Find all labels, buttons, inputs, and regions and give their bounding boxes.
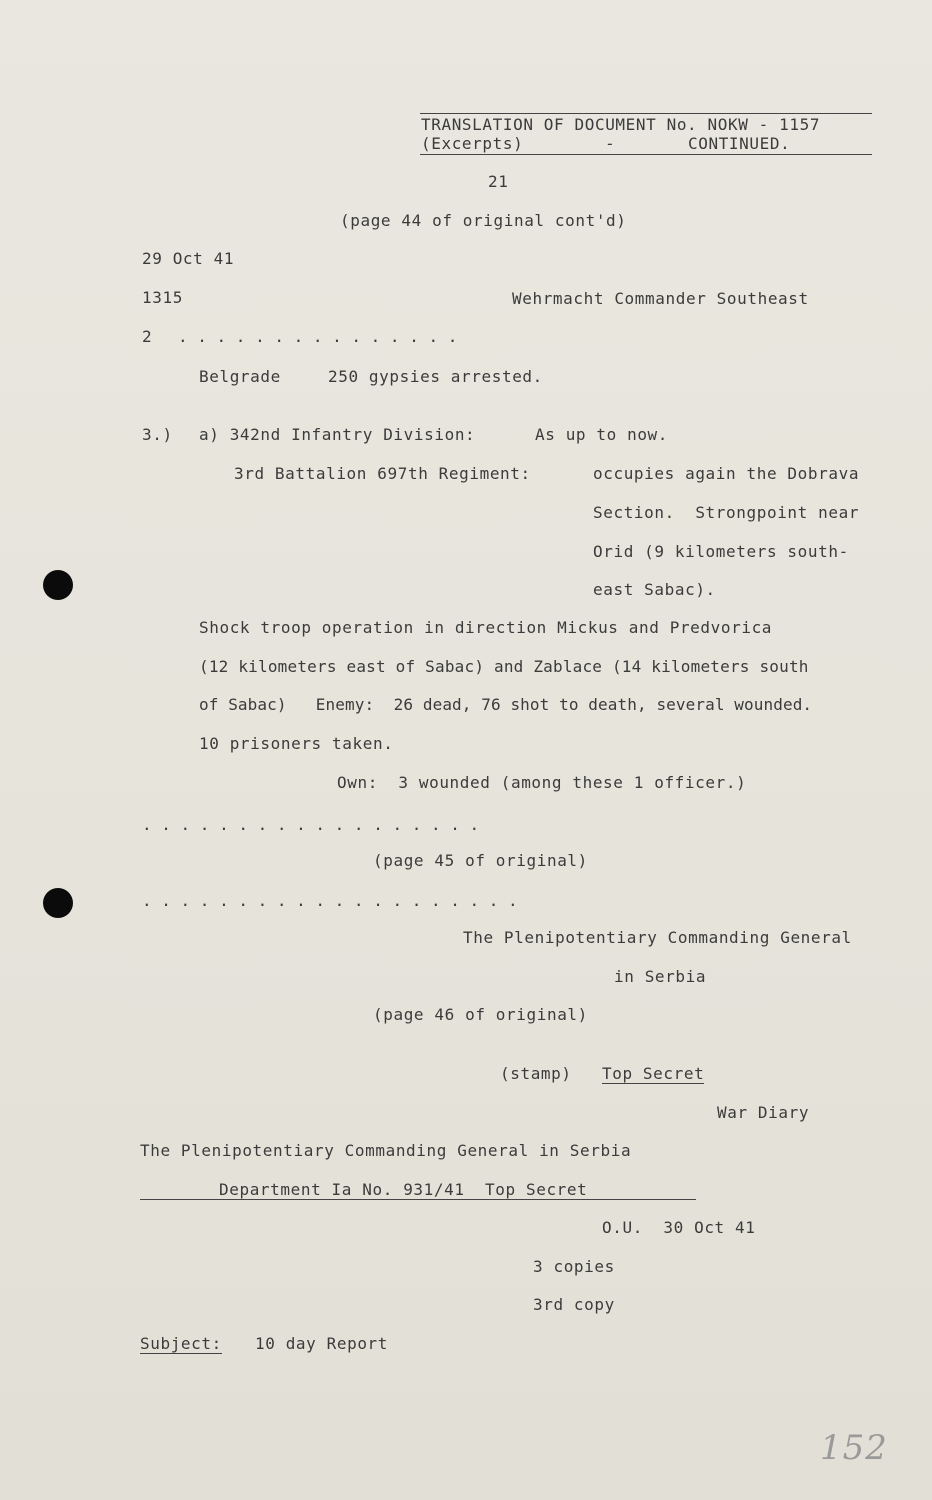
- department-line: Department Ia No. 931/41 Top Secret: [219, 1180, 588, 1199]
- department-underline: [140, 1199, 696, 1200]
- stamp-top-secret: Top Secret: [602, 1064, 705, 1083]
- header-excerpts: (Excerpts): [421, 134, 524, 153]
- own-casualties: Own: 3 wounded (among these 1 officer.): [337, 773, 747, 792]
- battalion-line-3: Orid (9 kilometers south-: [593, 542, 849, 561]
- plenipotentiary-line-1: The Plenipotentiary Commanding General: [463, 928, 852, 947]
- item2-number: 2: [142, 327, 153, 346]
- battalion-line-1: occupies again the Dobrava: [593, 464, 860, 483]
- punch-hole-bottom: [43, 888, 73, 918]
- battalion-line-4: east Sabac).: [593, 580, 716, 599]
- plenipotentiary-line-2: in Serbia: [614, 967, 707, 986]
- subject-text: 10 day Report: [255, 1334, 389, 1353]
- dots-row-2: . . . . . . . . . . . . . . . . . . . .: [142, 891, 518, 910]
- war-diary: War Diary: [717, 1103, 810, 1122]
- page44-note: (page 44 of original cont'd): [340, 211, 627, 230]
- punch-hole-top: [43, 570, 73, 600]
- header-dash: -: [605, 134, 616, 153]
- org-line: The Plenipotentiary Commanding General in Serbia: [140, 1141, 632, 1160]
- header-top-rule: [420, 113, 872, 114]
- page45-note: (page 45 of original): [373, 851, 588, 870]
- page-number: 21: [488, 172, 509, 191]
- item3-division: a) 342nd Infantry Division:: [199, 425, 476, 444]
- header-bottom-rule: [420, 154, 872, 155]
- handwritten-page-number: 152: [820, 1428, 888, 1468]
- battalion-label: 3rd Battalion 697th Regiment:: [234, 464, 531, 483]
- page46-note: (page 46 of original): [373, 1005, 588, 1024]
- belgrade-label: Belgrade: [199, 367, 281, 386]
- entry-date: 29 Oct 41: [142, 249, 235, 268]
- entry-time: 1315: [142, 288, 183, 307]
- entry-from: Wehrmacht Commander Southeast: [512, 289, 809, 308]
- shock-line-3: of Sabac) Enemy: 26 dead, 76 shot to death, several wounded.: [199, 695, 813, 714]
- shock-line-2: (12 kilometers east of Sabac) and Zablace (14 kilometers south: [199, 657, 809, 676]
- battalion-line-2: Section. Strongpoint near: [593, 503, 860, 522]
- shock-line-4: 10 prisoners taken.: [199, 734, 394, 753]
- header-continued: CONTINUED.: [688, 134, 791, 153]
- header-line1: TRANSLATION OF DOCUMENT No. NOKW - 1157: [421, 115, 821, 134]
- item3-division-status: As up to now.: [535, 425, 669, 444]
- belgrade-text: 250 gypsies arrested.: [328, 367, 543, 386]
- stamp-label: (stamp): [500, 1064, 572, 1083]
- copies-count: 3 copies: [533, 1257, 615, 1276]
- item2-dots: . . . . . . . . . . . . . . .: [178, 327, 458, 346]
- shock-line-1: Shock troop operation in direction Mickus and Predvorica: [199, 618, 773, 637]
- dots-row-1: . . . . . . . . . . . . . . . . . .: [142, 815, 480, 834]
- subject-label: Subject:: [140, 1334, 222, 1353]
- place-date: O.U. 30 Oct 41: [602, 1218, 756, 1237]
- item3-number: 3.): [142, 425, 173, 444]
- copy-number: 3rd copy: [533, 1295, 615, 1314]
